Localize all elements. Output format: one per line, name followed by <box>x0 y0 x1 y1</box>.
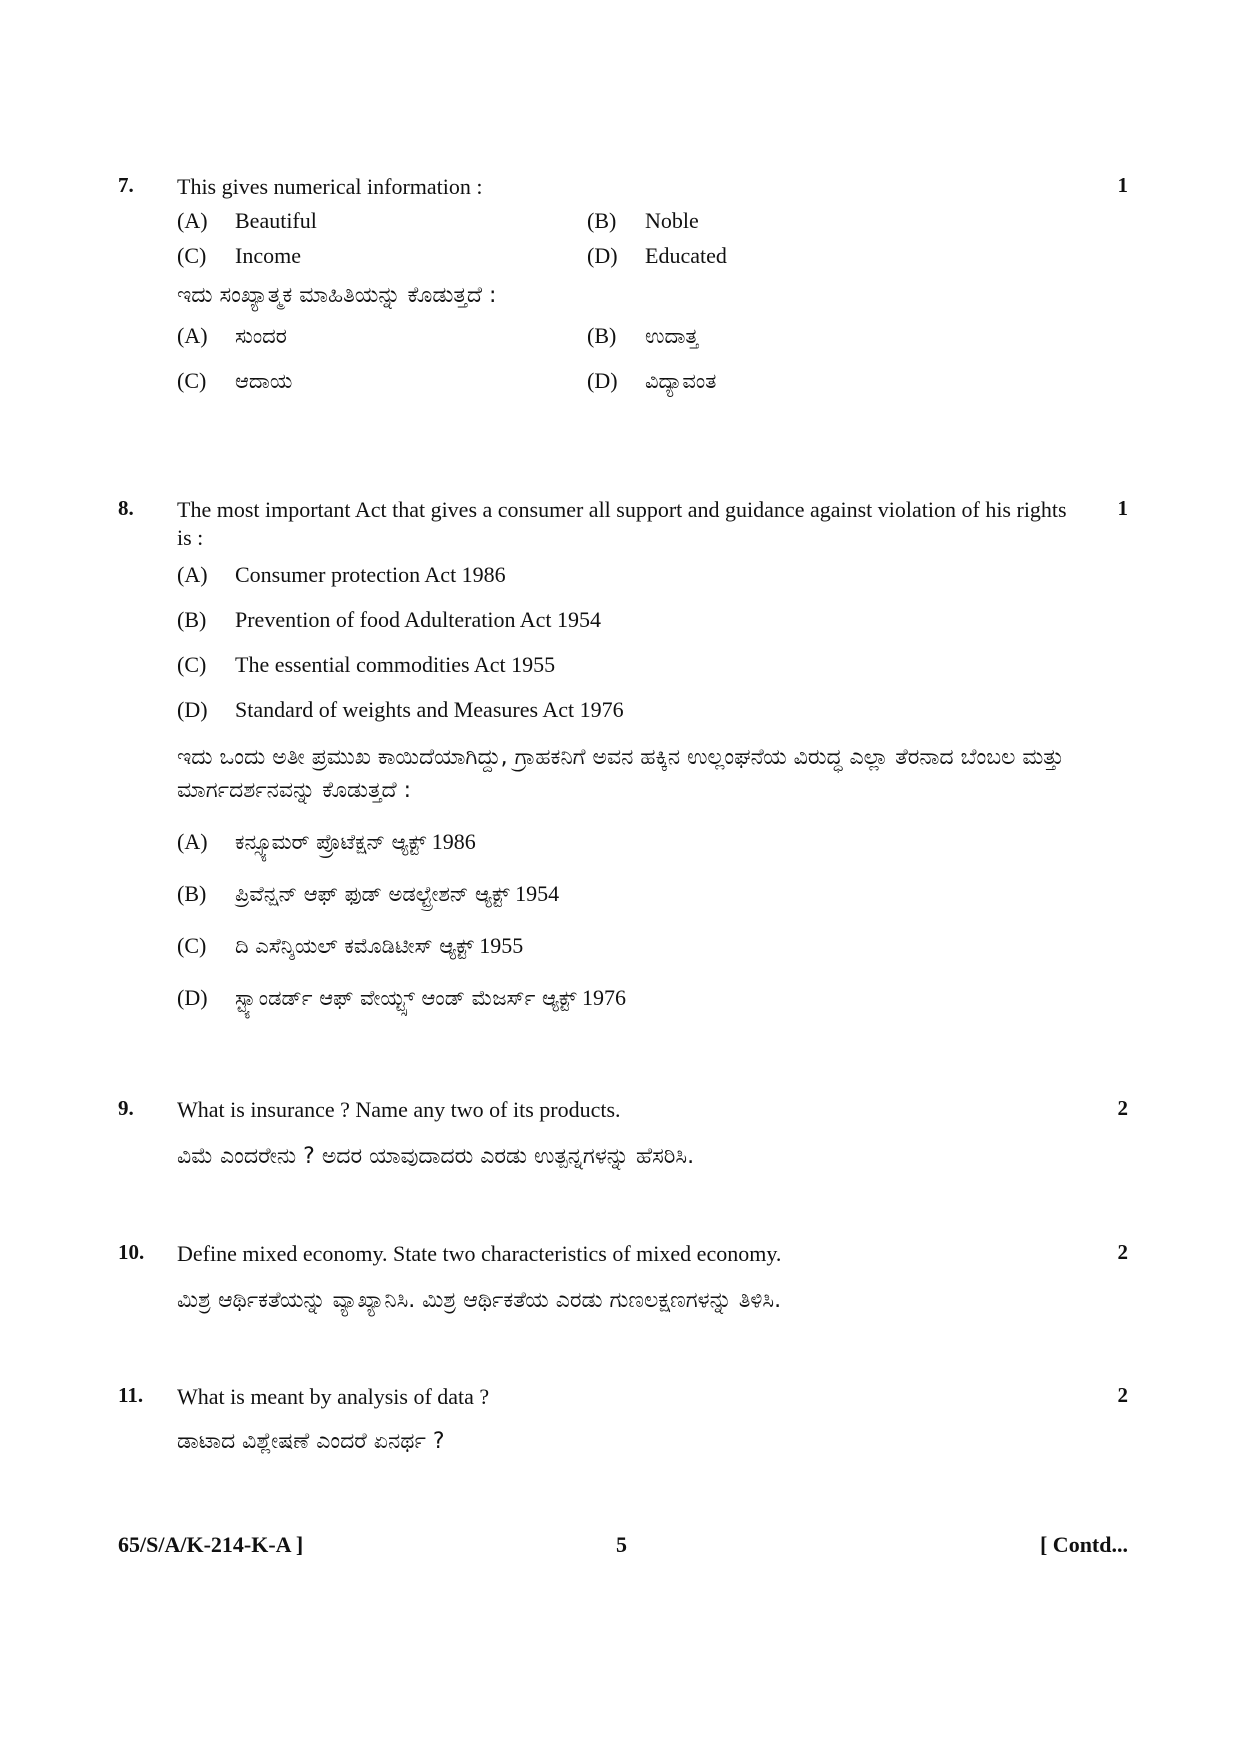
option-d-kannada: (D) ವಿದ್ಯಾವಂತ <box>587 368 717 393</box>
option-a: (A) Consumer protection Act 1986 <box>177 562 506 587</box>
question-text-kannada: ಇದು ಸಂಖ್ಯಾತ್ಮಕ ಮಾಹಿತಿಯನ್ನು ಕೊಡುತ್ತದೆ : <box>177 283 497 308</box>
footer-page-number: 5 <box>616 1532 627 1557</box>
question-text-kannada: ವಿಮೆ ಎಂದರೇನು ? ಅದರ ಯಾವುದಾದರು ಎರಡು ಉತ್ಪನ್ನಗಳನ್ನು ಹೆಸರಿಸಿ. <box>177 1144 695 1169</box>
question-number: 9. <box>118 1096 134 1120</box>
question-marks: 1 <box>1117 496 1128 520</box>
option-a: (A) Beautiful <box>177 208 317 233</box>
question-marks: 1 <box>1117 173 1128 197</box>
option-a-kannada: (A) ಸುಂದರ <box>177 323 287 348</box>
option-b: (B) Noble <box>587 208 699 233</box>
question-number: 8. <box>118 496 134 520</box>
question-text: This gives numerical information : <box>177 174 483 199</box>
option-d: (D) Educated <box>587 243 727 268</box>
option-c-kannada: (C) ದಿ ಎಸೆನ್ಶಿಯಲ್ ಕಮೊಡಿಟೀಸ್ ಆ್ಯಕ್ಟ್ 1955 <box>177 933 524 958</box>
question-number: 11. <box>118 1383 144 1407</box>
footer-contd: [ Contd... <box>1039 1532 1128 1557</box>
question-text: What is insurance ? Name any two of its products. <box>177 1097 621 1122</box>
option-c-kannada: (C) ಆದಾಯ <box>177 368 293 393</box>
question-text: Define mixed economy. State two characteristics of mixed economy. <box>177 1241 782 1266</box>
question-number: 10. <box>118 1240 145 1264</box>
option-b: (B) Prevention of food Adulteration Act 1954 <box>177 607 601 632</box>
option-b-kannada: (B) ಉದಾತ್ತ <box>587 323 699 348</box>
option-c: (C) The essential commodities Act 1955 <box>177 652 556 677</box>
question-number: 7. <box>118 173 134 197</box>
question-marks: 2 <box>1117 1096 1128 1120</box>
option-d: (D) Standard of weights and Measures Act 1976 <box>177 697 624 722</box>
question-text-kannada: ಡಾಟಾದ ವಿಶ್ಲೇಷಣೆ ಎಂದರೆ ಏನರ್ಥ ? <box>177 1429 445 1454</box>
question-marks: 2 <box>1117 1240 1128 1264</box>
option-d-kannada: (D) ಸ್ಟ್ಯಾಂಡರ್ಡ್ ಆಫ್ ವೇಯ್ಟ್ಸ್ ಆಂಡ್ ಮೆಜರ್ಸ್ ಆ್ಯಕ್ಟ್ 1976 <box>177 985 627 1010</box>
question-marks: 2 <box>1117 1383 1128 1407</box>
footer-code: 65/S/A/K-214-K-A ] <box>118 1532 304 1557</box>
option-c: (C) Income <box>177 243 301 268</box>
question-text-kannada: ಇದು ಒಂದು ಅತೀ ಪ್ರಮುಖ ಕಾಯಿದೆಯಾಗಿದ್ದು, ಗ್ರಾಹಕನಿಗೆ ಅವನ ಹಕ್ಕಿನ ಉಲ್ಲಂಘನೆಯ ವಿರುದ್ಧ ಎಲ್ಲಾ ತೆರನಾದ ಬೆಂಬಲ ಮತ್ತು ಮಾರ್ಗದರ್ಶನವನ್ನು ಕೊಡುತ್ತದೆ : <box>177 745 1064 803</box>
question-text: What is meant by analysis of data ? <box>177 1384 490 1409</box>
question-text-kannada: ಮಿಶ್ರ ಆರ್ಥಿಕತೆಯನ್ನು ವ್ಯಾಖ್ಯಾನಿಸಿ. ಮಿಶ್ರ ಆರ್ಥಿಕತೆಯ ಎರಡು ಗುಣಲಕ್ಷಣಗಳನ್ನು ತಿಳಿಸಿ. <box>177 1288 782 1313</box>
option-a-kannada: (A) ಕನ್ಸ್ಯೂಮರ್ ಪ್ರೊಟೆಕ್ಷನ್ ಆ್ಯಕ್ಟ್ 1986 <box>177 829 476 854</box>
option-b-kannada: (B) ಪ್ರಿವೆನ್ಷನ್ ಆಫ್ ಫುಡ್ ಅಡಲ್ಟ್ರೇಶನ್ ಆ್ಯಕ್ಟ್ 1954 <box>177 881 560 906</box>
question-text: The most important Act that gives a consumer all support and guidance against violation of his rights is : <box>177 497 1067 550</box>
